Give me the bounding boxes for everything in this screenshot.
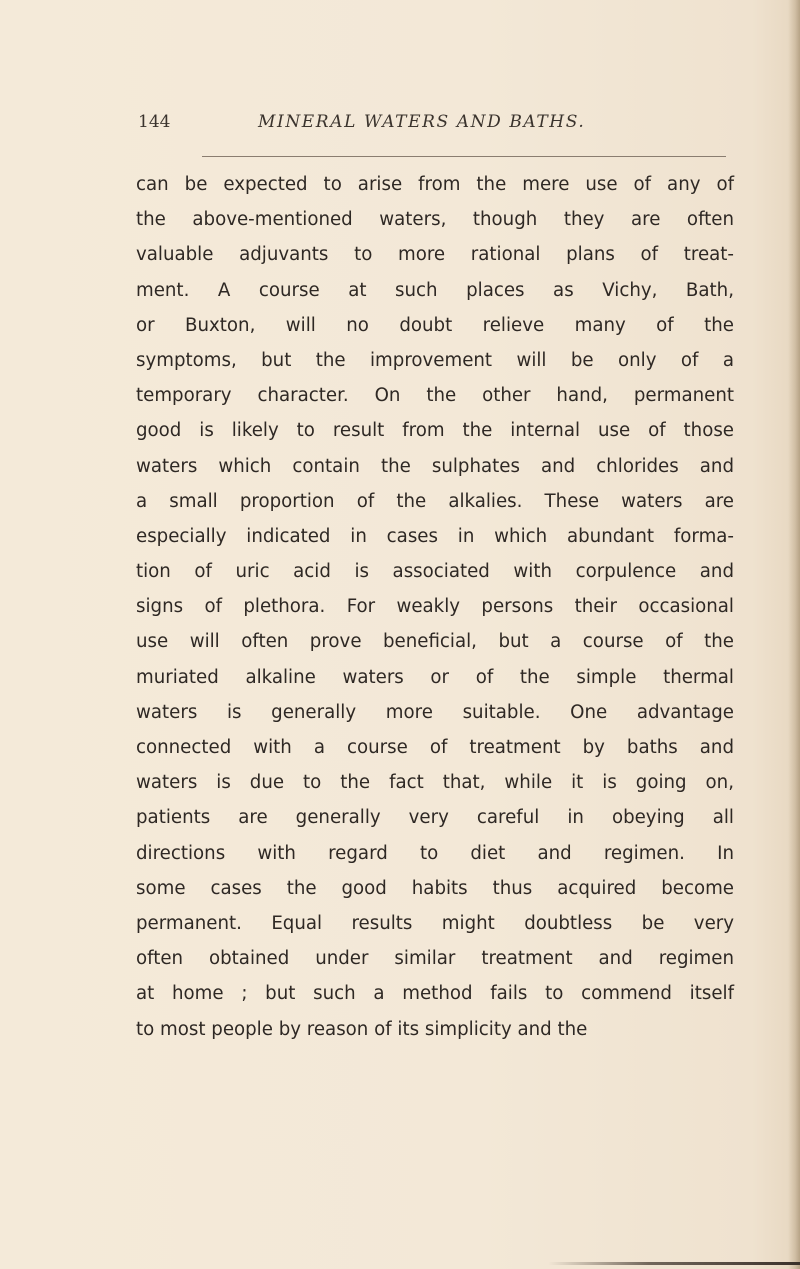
text-line: permanent. Equal results might doubtless be very (136, 912, 734, 934)
text-line: waters is generally more suitable. One advantage (136, 701, 734, 723)
text-line: temporary character. On the other hand, permanent (136, 385, 734, 407)
bottom-edge-mark (548, 1262, 800, 1265)
text-line: ment. A course at such places as Vichy, Bath, (136, 279, 734, 301)
text-line: tion of uric acid is associated with corpulence and (136, 561, 734, 583)
text-line: can be expected to arise from the mere use of any of (136, 174, 734, 195)
text-line: often obtained under similar treatment and regimen (136, 948, 734, 970)
text-line: at home ; but such a method fails to commend itself (136, 983, 734, 1005)
body-paragraph (136, 167, 734, 1047)
header-rule (202, 156, 726, 157)
text-line: good is likely to result from the internal use of those (136, 420, 734, 442)
text-line: muriated alkaline waters or of the simple thermal (136, 666, 734, 688)
page-number: 144 (138, 112, 171, 132)
page-edge-shadow (788, 0, 800, 1269)
running-title: MINERAL WATERS AND BATHS. (258, 112, 586, 132)
running-head (138, 112, 718, 142)
text-line: waters which contain the sulphates and chlorides and (136, 455, 734, 477)
text-line: patients are generally very careful in obeying all (136, 807, 734, 829)
text-line: signs of plethora. For weakly persons their occasional (136, 596, 734, 618)
text-line: or Buxton, will no doubt relieve many of the (136, 314, 734, 336)
text-line: symptoms, but the improvement will be only of a (136, 349, 734, 371)
text-line: the above-mentioned waters, though they are often (136, 209, 734, 231)
text-line: a small proportion of the alkalies. These waters are (136, 490, 734, 512)
text-line: to most people by reason of its simplicity and the (136, 1018, 588, 1040)
text-line: connected with a course of treatment by baths and (136, 737, 734, 758)
text-line: some cases the good habits thus acquired become (136, 877, 734, 899)
text-line: directions with regard to diet and regimen. In (136, 842, 734, 864)
text-line: use will often prove beneficial, but a course of the (136, 631, 734, 653)
text-line: waters is due to the fact that, while it is going on, (136, 772, 734, 794)
text-line: valuable adjuvants to more rational plans of treat- (136, 244, 734, 266)
text-line: especially indicated in cases in which abundant forma- (136, 525, 734, 547)
